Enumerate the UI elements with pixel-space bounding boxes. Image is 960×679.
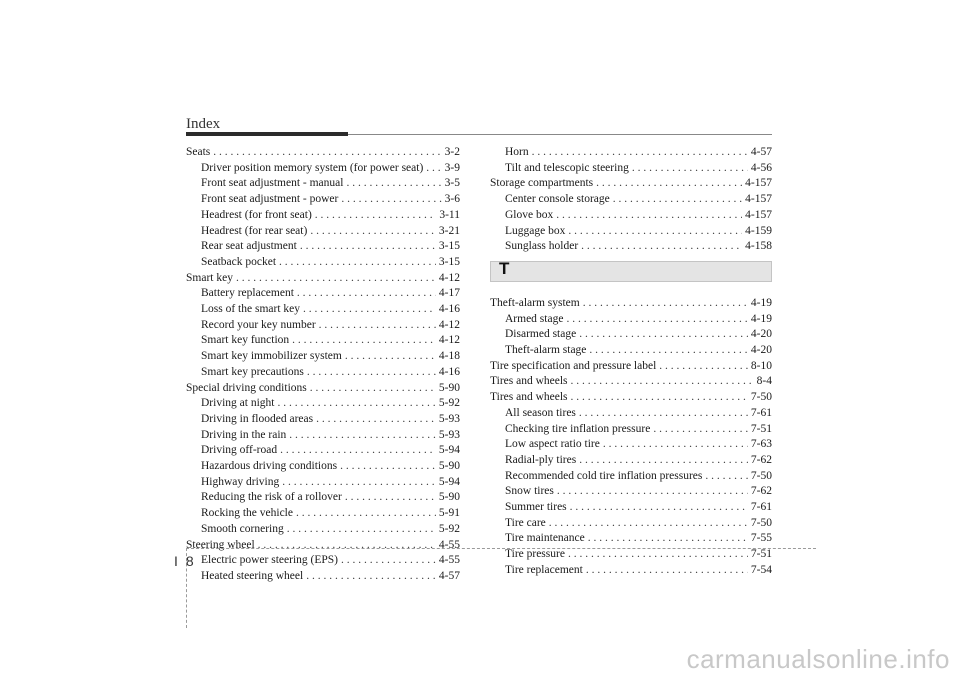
entry-label: Driving in flooded areas	[201, 412, 314, 425]
entry-page: 4-17	[438, 287, 460, 300]
entry-page: 7-55	[750, 532, 772, 545]
page-num: 8	[185, 553, 194, 569]
dot-leader	[566, 312, 747, 328]
index-entry	[186, 396, 460, 412]
entry-label: Driver position memory system (for power seat)	[201, 161, 424, 174]
entry-label: Hazardous driving conditions	[201, 460, 338, 473]
dot-leader	[346, 176, 441, 192]
index-entry	[186, 553, 460, 569]
entry-label: Smart key	[186, 271, 233, 284]
index-entry	[490, 374, 772, 390]
dot-leader	[603, 437, 748, 453]
index-entry	[490, 176, 772, 192]
index-entry	[490, 422, 772, 438]
dot-leader	[316, 412, 436, 428]
dot-leader	[570, 500, 748, 516]
page-title: Index	[186, 116, 221, 132]
index-entry	[490, 516, 772, 532]
index-entry	[186, 302, 460, 318]
index-column-right	[490, 145, 772, 579]
dot-leader	[568, 224, 742, 240]
entry-page: 5-90	[438, 381, 460, 394]
index-group-bottom	[490, 296, 772, 579]
entry-label: Heated steering wheel	[201, 569, 304, 582]
entry-label: Reducing the risk of a rollover	[201, 491, 342, 504]
entry-label: Rear seat adjustment	[201, 240, 297, 253]
index-entry	[490, 192, 772, 208]
entry-label: Storage compartments	[490, 177, 594, 190]
dot-leader	[282, 475, 436, 491]
dot-leader	[632, 161, 748, 177]
index-entry	[186, 443, 460, 459]
entry-page: 4-19	[750, 312, 772, 325]
entry-label: Smart key precautions	[201, 365, 304, 378]
entry-page: 7-63	[750, 438, 772, 451]
page-number	[174, 553, 194, 569]
dot-leader	[340, 459, 436, 475]
index-entry	[490, 406, 772, 422]
dot-leader	[297, 286, 436, 302]
dot-leader	[613, 192, 742, 208]
dot-leader	[596, 176, 742, 192]
dot-leader	[568, 547, 748, 563]
entry-page: 3-2	[444, 146, 460, 158]
entry-page: 8-4	[756, 375, 772, 388]
index-entry	[186, 538, 460, 554]
entry-label: Luggage box	[505, 224, 566, 237]
entry-page: 4-12	[438, 271, 460, 284]
entry-page: 3-21	[438, 224, 460, 237]
entry-page: 4-16	[438, 303, 460, 316]
entry-label: Disarmed stage	[505, 328, 577, 341]
index-entry	[490, 359, 772, 375]
dot-leader	[287, 522, 436, 538]
entry-page: 5-92	[438, 397, 460, 410]
entry-page: 5-94	[438, 475, 460, 488]
entry-label: Theft-alarm system	[490, 296, 580, 309]
dot-leader	[586, 563, 748, 579]
entry-label: Seatback pocket	[201, 255, 277, 268]
entry-label: Center console storage	[505, 193, 610, 206]
entry-label: Summer tires	[505, 501, 567, 514]
dot-leader	[307, 365, 436, 381]
index-entry	[186, 428, 460, 444]
dot-leader	[579, 406, 748, 422]
dot-leader	[345, 490, 436, 506]
entry-page: 7-50	[750, 391, 772, 404]
dot-leader	[310, 381, 436, 397]
entry-label: Loss of the smart key	[201, 303, 301, 316]
index-entry	[490, 500, 772, 516]
entry-label: Tires and wheels	[490, 391, 568, 404]
index-group-top	[490, 145, 772, 255]
entry-label: Battery replacement	[201, 287, 294, 300]
dot-leader	[571, 374, 754, 390]
dot-leader	[581, 239, 742, 255]
index-entry	[490, 327, 772, 343]
index-entry	[186, 176, 460, 192]
dot-leader	[310, 224, 436, 240]
entry-page: 7-62	[750, 453, 772, 466]
dot-leader	[556, 208, 742, 224]
entry-label: Rocking the vehicle	[201, 507, 293, 520]
entry-label: Horn	[505, 146, 529, 158]
entry-page: 4-55	[438, 554, 460, 567]
index-entry	[490, 484, 772, 500]
section-letter-header	[490, 258, 772, 282]
dot-leader	[659, 359, 748, 375]
entry-page: 5-93	[438, 428, 460, 441]
entry-page: 8-10	[750, 359, 772, 372]
dot-leader	[532, 145, 748, 161]
dot-leader	[341, 192, 441, 208]
index-column-left	[186, 145, 460, 585]
index-entry	[490, 208, 772, 224]
entry-label: Smart key immobilizer system	[201, 350, 342, 363]
dot-leader	[589, 343, 747, 359]
dot-leader	[236, 271, 436, 287]
index-entry	[186, 333, 460, 349]
footer-rule	[186, 548, 816, 549]
index-entry	[186, 145, 460, 161]
index-entry	[186, 192, 460, 208]
entry-label: Driving at night	[201, 397, 275, 410]
index-entry	[490, 531, 772, 547]
index-entry	[490, 224, 772, 240]
header-rule-thin	[348, 134, 772, 135]
entry-label: Highway driving	[201, 475, 280, 488]
dot-leader	[277, 396, 435, 412]
index-entry	[490, 563, 772, 579]
index-entry	[490, 296, 772, 312]
entry-page: 3-11	[439, 208, 460, 221]
entry-label: Radial-ply tires	[505, 453, 577, 466]
dot-leader	[213, 145, 441, 161]
index-entry	[186, 239, 460, 255]
dot-leader	[279, 255, 436, 271]
index-entry	[186, 271, 460, 287]
dot-leader	[306, 569, 436, 585]
entry-page: 5-91	[438, 507, 460, 520]
section-letter: T	[499, 258, 510, 278]
dot-leader	[579, 327, 748, 343]
entry-page: 5-94	[438, 444, 460, 457]
index-entry	[490, 437, 772, 453]
dot-leader	[583, 296, 748, 312]
entry-label: Tire specification and pressure label	[490, 359, 657, 372]
dot-leader	[258, 538, 436, 554]
index-entry	[186, 412, 460, 428]
entry-page: 7-51	[750, 548, 772, 561]
index-entry	[490, 161, 772, 177]
entry-page: 7-61	[750, 501, 772, 514]
watermark: carmanualsonline.info	[686, 644, 950, 674]
entry-page: 7-54	[750, 563, 772, 576]
dot-leader	[426, 161, 441, 177]
index-entry	[186, 286, 460, 302]
index-entry	[186, 318, 460, 334]
entry-label: Driving in the rain	[201, 428, 287, 441]
index-entry	[186, 490, 460, 506]
entry-label: All season tires	[505, 406, 576, 419]
entry-page: 4-12	[438, 334, 460, 347]
index-entry	[490, 145, 772, 161]
entry-page: 4-157	[745, 208, 772, 221]
entry-page: 4-57	[750, 146, 772, 158]
index-entry	[490, 343, 772, 359]
entry-label: Tilt and telescopic steering	[505, 161, 629, 174]
entry-page: 4-57	[438, 569, 460, 582]
dot-leader	[579, 453, 748, 469]
entry-label: Record your key number	[201, 318, 316, 331]
entry-page: 5-93	[438, 412, 460, 425]
index-entry	[186, 506, 460, 522]
entry-label: Seats	[186, 146, 211, 158]
index-entry	[186, 381, 460, 397]
entry-page: 3-5	[444, 177, 460, 190]
index-entry	[490, 312, 772, 328]
entry-label: Electric power steering (EPS)	[201, 554, 338, 567]
dot-leader	[588, 531, 748, 547]
index-entry	[186, 255, 460, 271]
dot-leader	[345, 349, 436, 365]
entry-page: 4-19	[750, 296, 772, 309]
entry-label: Headrest (for rear seat)	[201, 224, 308, 237]
dot-leader	[341, 553, 436, 569]
index-entry	[186, 161, 460, 177]
entry-label: Checking tire inflation pressure	[505, 422, 651, 435]
dot-leader	[653, 422, 748, 438]
entry-page: 5-92	[438, 522, 460, 535]
index-entry	[490, 390, 772, 406]
entry-page: 3-6	[444, 193, 460, 206]
index-entry	[186, 569, 460, 585]
entry-page: 4-157	[745, 193, 772, 206]
index-entry	[186, 459, 460, 475]
index-entry	[490, 453, 772, 469]
entry-page: 7-62	[750, 485, 772, 498]
dot-leader	[289, 428, 436, 444]
entry-label: Special driving conditions	[186, 381, 307, 394]
entry-label: Front seat adjustment - power	[201, 193, 339, 206]
entry-page: 4-56	[750, 161, 772, 174]
entry-page: 3-9	[444, 161, 460, 174]
entry-page: 7-51	[750, 422, 772, 435]
entry-label: Low aspect ratio tire	[505, 438, 600, 451]
index-entry	[186, 349, 460, 365]
index-entry	[490, 547, 772, 563]
entry-label: Smooth cornering	[201, 522, 284, 535]
entry-label: Steering wheel	[186, 538, 255, 551]
dot-leader	[315, 208, 437, 224]
index-entry	[490, 469, 772, 485]
page-section: I	[174, 553, 178, 569]
header-rule-thick	[186, 132, 348, 136]
entry-page: 3-15	[438, 240, 460, 253]
entry-page: 4-16	[438, 365, 460, 378]
dot-leader	[571, 390, 748, 406]
entry-page: 4-157	[745, 177, 772, 190]
dot-leader	[300, 239, 436, 255]
entry-label: Sunglass holder	[505, 240, 579, 253]
dot-leader	[319, 318, 436, 334]
entry-label: Theft-alarm stage	[505, 344, 587, 357]
entry-page: 4-12	[438, 318, 460, 331]
index-entry	[186, 475, 460, 491]
dot-leader	[549, 516, 748, 532]
dot-leader	[280, 443, 436, 459]
entry-page: 4-20	[750, 328, 772, 341]
dot-leader	[296, 506, 436, 522]
index-entry	[490, 239, 772, 255]
entry-label: Tire maintenance	[505, 532, 585, 545]
entry-label: Tire pressure	[505, 548, 565, 561]
entry-label: Headrest (for front seat)	[201, 208, 312, 221]
index-entry	[186, 365, 460, 381]
entry-page: 4-20	[750, 344, 772, 357]
dot-leader	[705, 469, 748, 485]
entry-page: 4-55	[438, 538, 460, 551]
entry-page: 4-18	[438, 350, 460, 363]
entry-page: 5-90	[438, 491, 460, 504]
entry-label: Driving off-road	[201, 444, 278, 457]
dot-leader	[292, 333, 436, 349]
dot-leader	[303, 302, 436, 318]
entry-label: Tire care	[505, 516, 546, 529]
entry-page: 7-61	[750, 406, 772, 419]
entry-label: Glove box	[505, 208, 554, 221]
entry-label: Snow tires	[505, 485, 554, 498]
entry-page: 7-50	[750, 516, 772, 529]
entry-page: 4-158	[745, 240, 772, 253]
entry-label: Tires and wheels	[490, 375, 568, 388]
index-entry	[186, 224, 460, 240]
index-entry	[186, 208, 460, 224]
entry-label: Front seat adjustment - manual	[201, 177, 344, 190]
entry-label: Armed stage	[505, 312, 564, 325]
entry-page: 4-159	[745, 224, 772, 237]
entry-label: Tire replacement	[505, 563, 583, 576]
entry-page: 5-90	[438, 460, 460, 473]
entry-label: Recommended cold tire inflation pressures	[505, 469, 703, 482]
entry-page: 7-50	[750, 469, 772, 482]
entry-label: Smart key function	[201, 334, 290, 347]
entry-page: 3-15	[438, 255, 460, 268]
dot-leader	[557, 484, 748, 500]
index-entry	[186, 522, 460, 538]
